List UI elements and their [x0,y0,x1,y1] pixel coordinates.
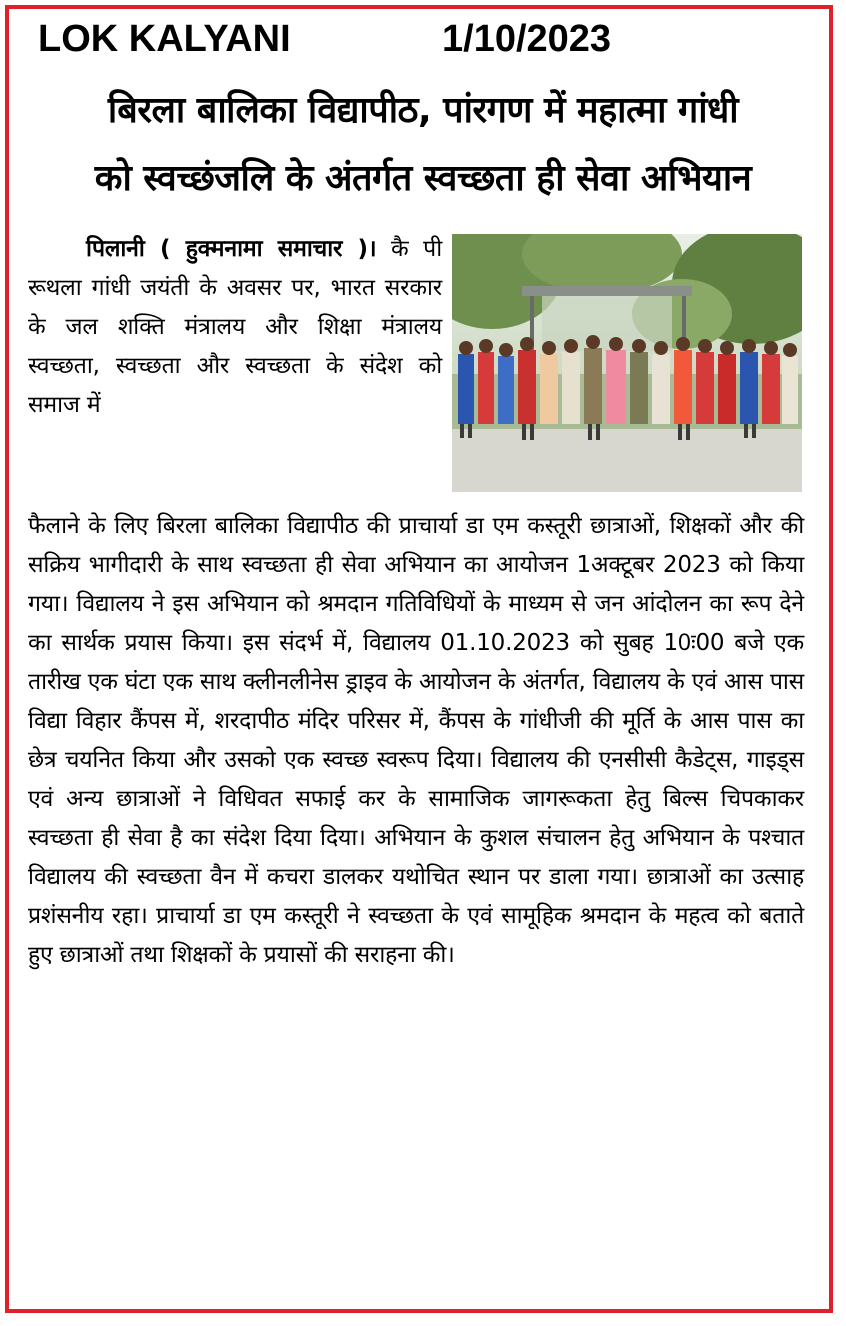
newspaper-name: LOK KALYANI [38,18,291,60]
publication-date: 1/10/2023 [442,18,612,60]
article-dateline: पिलानी ( हुक्मनामा समाचार )। [86,236,377,262]
headline-line-1: बिरला बालिका विद्यापीठ, पांरगण में महात्मा गांधी [107,90,739,131]
article-lead-paragraph [28,230,442,425]
article-body: फैलाने के लिए बिरला बालिका विद्यापीठ की प्राचार्या डा एम कस्तूरी छात्राओं, शिक्षकों और की सक्रिय भागीदारी के साथ स्वच्छता ही सेवा अभियान का आयोजन 1अक्टूबर 2023 को किया गया। विद्यालय ने इस अभियान को श्रमदान गतिविधियों के माध्यम से जन आंदोलन का रूप देने का सार्थक प्रयास किया। इस संदर्भ में, विद्यालय 01.10.2023 को सुबह 10ः00 बजे एक तारीख एक घंटा एक साथ क्लीनलीनेस ड्राइव के आयोजन के अंतर्गत, विद्यालय के एवं आस पास विद्या विहार कैंपस में, शरदापीठ मंदिर परिसर में, कैंपस के गांधीजी की मूर्ति के आस पास का छेत्र चयनित किया और उसको एक स्वच्छ स्वरूप दिया। विद्यालय की एनसीसी कैडेट्स, गाइड्स एवं अन्य छात्राओं ने विधिवत सफाई कर के सामाजिक जागरूकता हेतु बिल्स चिपकाकर स्वच्छता ही सेवा है का संदेश दिया दिया। अभियान के कुशल संचालन हेतु अभियान के पश्चात विद्यालय की स्वच्छता वैन में कचरा डालकर यथोचित स्थान पर डाला गया। छात्राओं का उत्साह प्रशंसनीय रहा। प्राचार्या डा एम कस्तूरी ने स्वच्छता के एवं सामूहिक श्रमदान के महत्व को बताते हुए छात्राओं तथा शिक्षकों के प्रयासों की सराहना की। [28,513,804,968]
masthead [38,18,816,66]
article-lead-text: कै पी रूथला गांधी जयंती के अवसर पर, भारत सरकार के जल शक्ति मंत्रालय और शिक्षा मंत्रालय स्वच्छता, स्वच्छता और स्वच्छता के संदेश को समाज में [28,236,442,418]
students-group-photo [452,234,802,492]
headline-line-2: को स्वच्छंजलि के अंतर्गत स्वच्छता ही सेवा अभियान [94,158,752,199]
news-photo [452,234,802,492]
